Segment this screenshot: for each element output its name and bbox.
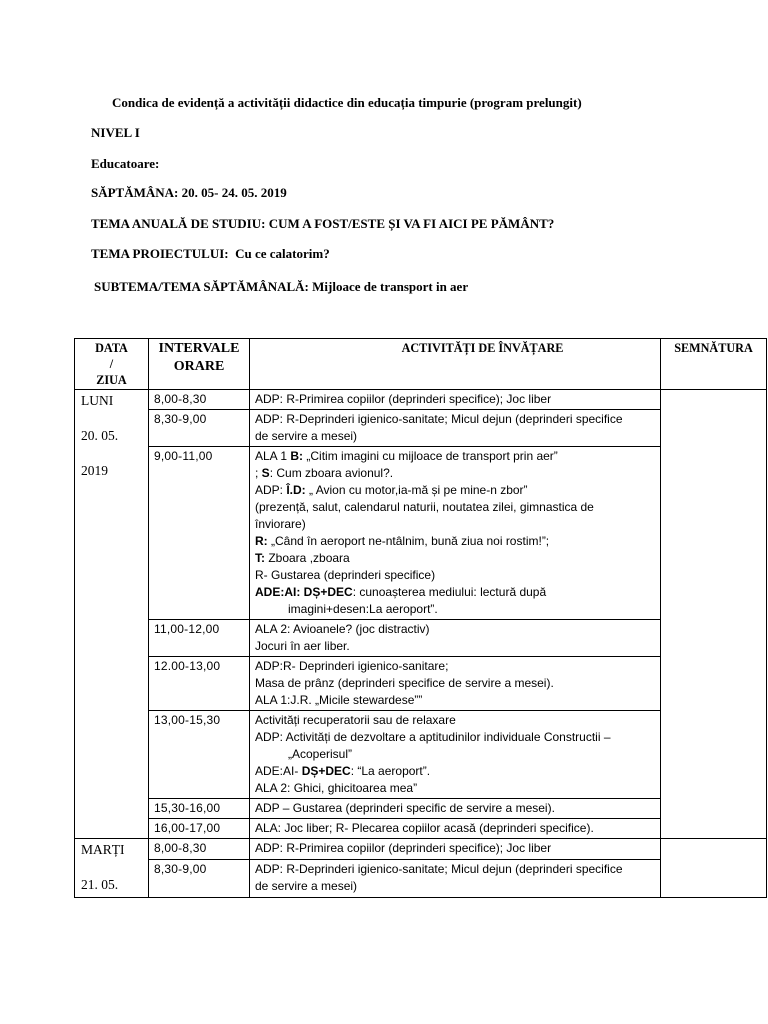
activity-table <box>74 338 767 898</box>
activity-cell: ALA: Joc liber; R- Plecarea copiilor acasă (deprinderi specifice). <box>250 819 661 839</box>
project-theme-line <box>91 246 330 262</box>
interval-cell: 8,00-8,30 <box>149 839 250 860</box>
day-date: 21. 05. <box>81 877 119 892</box>
header-activities: ACTIVITĂȚI DE ÎNVĂȚARE <box>250 339 661 390</box>
activity-cell: ADP – Gustarea (deprinderi specific de servire a mesei). <box>250 799 661 819</box>
activity-cell: ADP:R- Deprinderi igienico-sanitare; Masa de prânz (deprinderi specifice de servire a mesei). ALA 1:J.R. „Micile stewardese”” <box>250 657 661 711</box>
activity-cell: ALA 2: Avioanele? (joc distractiv) Jocuri în aer liber. <box>250 620 661 657</box>
interval-cell: 9,00-11,00 <box>149 447 250 620</box>
header-date-day: DATA / ZIUA <box>75 339 149 390</box>
subtheme-label: SUBTEMA/TEMA SĂPTĂMÂNALĂ: <box>94 279 309 294</box>
activity-cell: ADP: R-Deprinderi igienico-sanitate; Micul dejun (deprinderi specifice de servire a mesei) <box>250 410 661 447</box>
day-cell-luni <box>75 390 149 839</box>
interval-cell: 13,00-15,30 <box>149 711 250 799</box>
signature-cell-marti[interactable] <box>661 839 767 898</box>
day-cell-marti <box>75 839 149 898</box>
document-title: Condica de evidență a activității didactice din educația timpurie (program prelungit) <box>112 95 582 110</box>
week-line: SĂPTĂMÂNA: 20. 05- 24. 05. 2019 <box>91 185 287 200</box>
header-intervals: INTERVALE ORARE <box>149 339 250 390</box>
activity-cell: ADP: R-Primirea copiilor (deprinderi specifice); Joc liber <box>250 390 661 410</box>
interval-cell: 16,00-17,00 <box>149 819 250 839</box>
level-line: NIVEL I <box>91 125 140 140</box>
project-theme-value: Cu ce calatorim? <box>235 246 330 261</box>
day-name: LUNI <box>81 393 114 408</box>
table-row <box>75 839 767 860</box>
interval-cell: 15,30-16,00 <box>149 799 250 819</box>
interval-cell: 12.00-13,00 <box>149 657 250 711</box>
activity-cell: ADP: R-Primirea copiilor (deprinderi specifice); Joc liber <box>250 839 661 860</box>
activity-cell: ALA 1 B: „Citim imagini cu mijloace de transport prin aer” ; S: Cum zboara avionul?. ADP: Î.D: „ Avion cu motor,ia-mă și pe mine-n zbor” (prezență, salut, calendarul naturii, noutatea zilei, gimnastica de înviorare) R: „Când în aeroport ne-ntâlnim, bună ziua noi rostim!”; T: Zboara ,zboara R- Gustarea (deprinderi specifice) ADE:AI: DȘ+DEC: cunoașterea mediului: lectură după imagini+desen:La aeroport”. <box>250 447 661 620</box>
project-theme-label: TEMA PROIECTULUI: <box>91 246 229 261</box>
activity-cell: ADP: R-Deprinderi igienico-sanitate; Micul dejun (deprinderi specifice de servire a mesei) <box>250 859 661 897</box>
interval-cell: 11,00-12,00 <box>149 620 250 657</box>
subtheme-line <box>94 279 468 295</box>
subtheme-value: Mijloace de transport in aer <box>312 279 469 294</box>
header-signature: SEMNĂTURA <box>661 339 767 390</box>
interval-cell: 8,00-8,30 <box>149 390 250 410</box>
interval-cell: 8,30-9,00 <box>149 410 250 447</box>
day-year: 2019 <box>81 463 108 478</box>
teacher-line: Educatoare: <box>91 156 160 171</box>
annual-theme-line: TEMA ANUALĂ DE STUDIU: CUM A FOST/ESTE ȘI VA FI AICI PE PĂMÂNT? <box>91 216 555 231</box>
table-row <box>75 390 767 410</box>
day-name: MARȚI <box>81 842 125 857</box>
signature-cell-luni[interactable] <box>661 390 767 839</box>
interval-cell: 8,30-9,00 <box>149 859 250 897</box>
day-date: 20. 05. <box>81 428 119 443</box>
activity-cell: Activități recuperatorii sau de relaxare ADP: Activități de dezvoltare a aptitudinilor individuale Constructii – „Acoperisul” ADE:AI- DȘ+DEC: “La aeroport”. ALA 2: Ghici, ghicitoarea mea” <box>250 711 661 799</box>
table-header-row <box>75 339 767 390</box>
